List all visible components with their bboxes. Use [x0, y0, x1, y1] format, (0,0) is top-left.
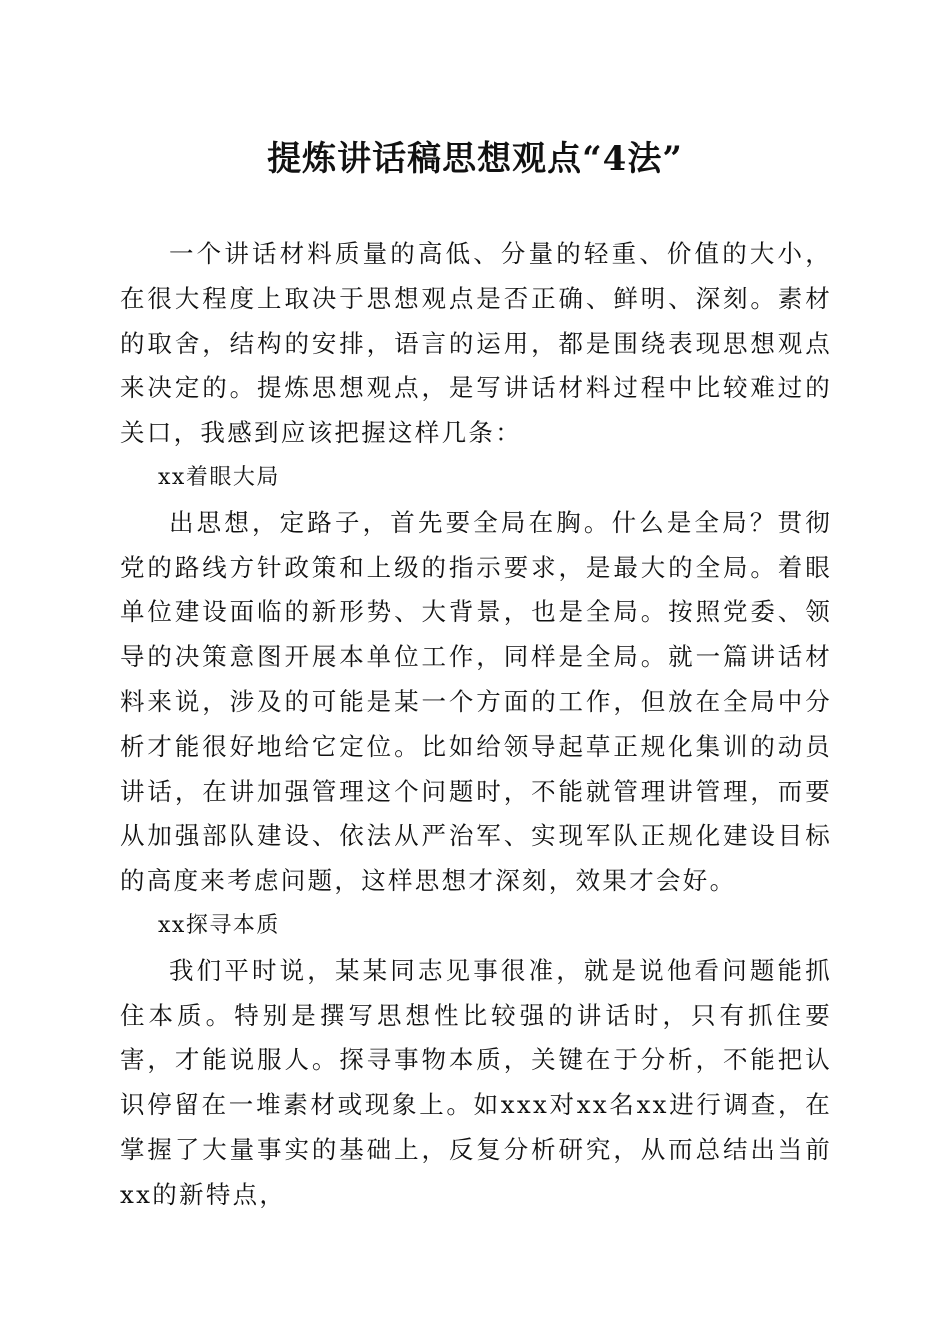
paragraph-essence: 我们平时说，某某同志见事很准，就是说他看问题能抓住本质。特别是撰写思想性比较强的讲话时，只有抓住要害，才能说服人。探寻事物本质，关键在于分析，不能把认识停留在一堆素材或现象上。如xxx对xx名xx进行调查，在掌握了大量事实的基础上，反复分析研究，从而总结出当前xx的新特点，: [120, 955, 832, 1209]
paragraph-overall: 出思想，定路子，首先要全局在胸。什么是全局？贯彻党的路线方针政策和上级的指示要求，是最大的全局。着眼单位建设面临的新形势、大背景，也是全局。按照党委、领导的决策意图开展本单位工作，同样是全局。就一篇讲话材料来说，涉及的可能是某一个方面的工作，但放在全局中分析才能很好地给它定位。比如给领导起草正规化集训的动员讲话，在讲加强管理这个问题时，不能就管理讲管理，而要从加强部队建设、依法从严治军、实现军队正规化建设目标的高度来考虑问题，这样思想才深刻，效果才会好。: [120, 507, 832, 896]
document-body: [120, 232, 832, 1218]
document-title: 提炼讲话稿思想观点“4法”: [267, 139, 683, 179]
section-heading-overall: xx着眼大局: [158, 464, 280, 490]
section-heading-essence: xx探寻本质: [158, 912, 280, 938]
paragraph-intro: 一个讲话材料质量的高低、分量的轻重、价值的大小，在很大程度上取决于思想观点是否正确、鲜明、深刻。素材的取舍，结构的安排，语言的运用，都是围绕表现思想观点来决定的。提炼思想观点，是写讲话材料过程中比较难过的关口，我感到应该把握这样几条：: [120, 239, 832, 448]
